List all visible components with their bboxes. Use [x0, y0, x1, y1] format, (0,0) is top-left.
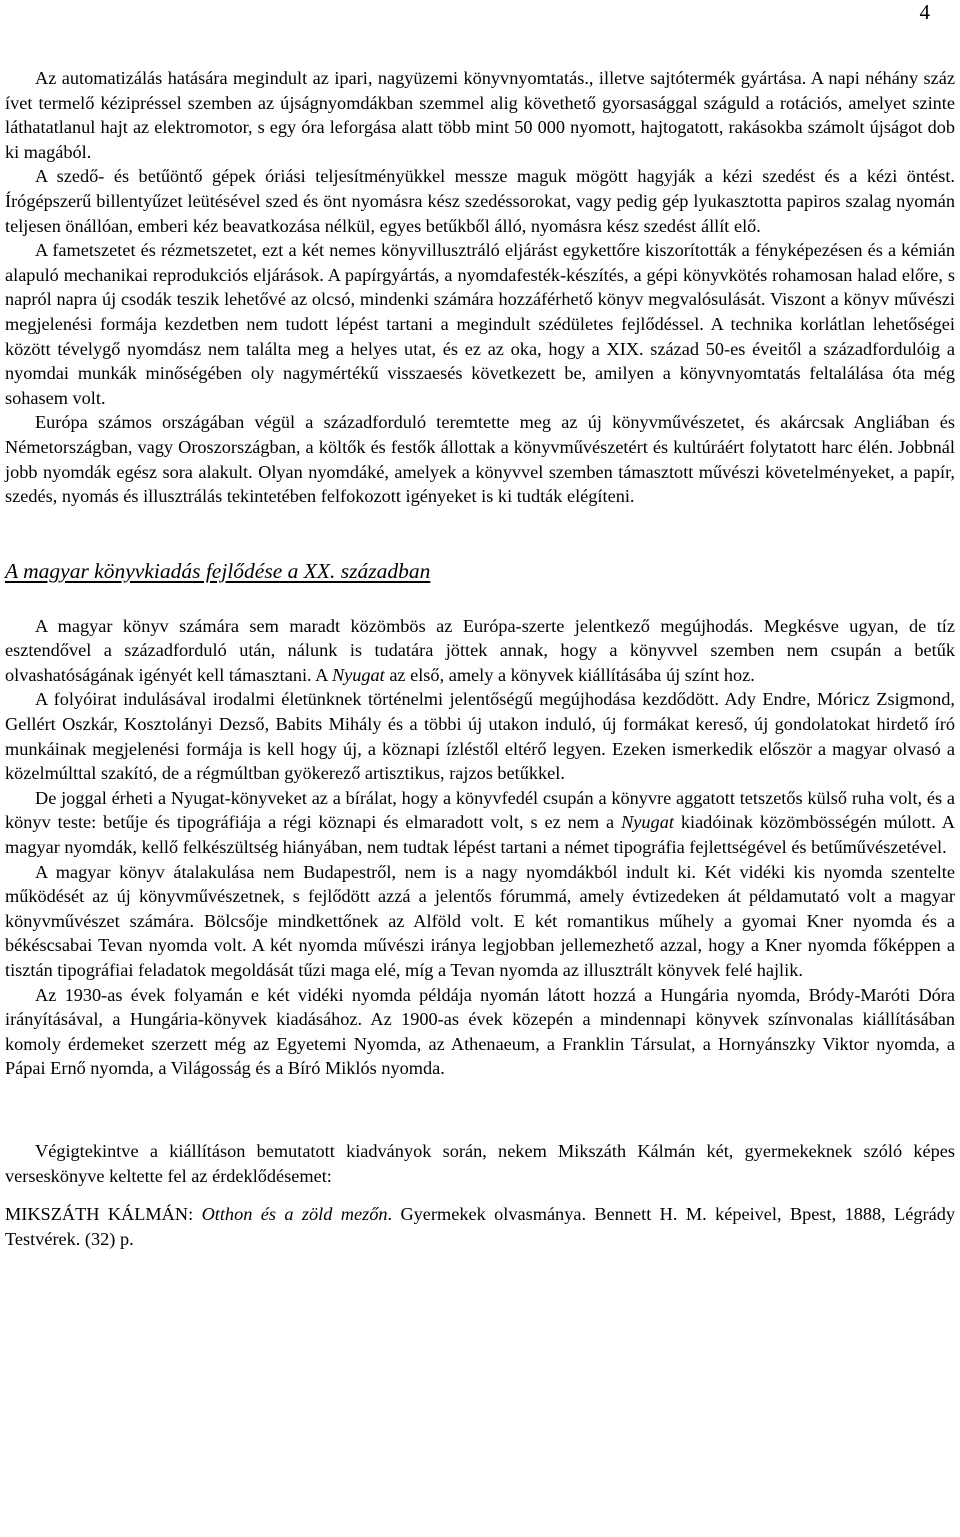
paragraph-hungarian-book: A magyar könyv számára sem maradt közömbös az Európa-szerte jelentkező megújhodás. Megkésve ugyan, de tíz esztendővel a századforduló után, nálunk is tudatára jöttek annak, hogy a könyvvel szemben nem csupán a betűk olvashatóságának igényét kell támasztani. A Nyugat az első, amely a könyvek kiállításába új színt hoz. [5, 615, 955, 685]
reference-title: Otthon és a zöld mezőn [201, 1204, 388, 1225]
paragraph-automation: Az automatizálás hatására megindult az ipari, nagyüzemi könyvnyomtatás., illetve sajtótermék gyártása. A napi néhány száz ívet termelő kézipréssel szemben az újságnyomdákban szemmel alig követhető gyorsasággal száguld a rotációs, amelyet szinte láthatatlanul hajt az elektromotor, s egy óra leforgása alatt több mint 50 000 nyomott, hajtogatott, rakásokba számolt újságot dob ki magából. [5, 68, 955, 162]
paragraph-journal: A folyóirat indulásával irodalmi életünknek történelmi jelentőségű megújhodása kezdődött. Ady Endre, Móricz Zsigmond, Gellért Oszkár, Kosztolányi Dezső, Babits Mihály és a többi új utakon induló, új formákat kereső, új gondolatokat hirdető író munkáinak megjelenési formája is kell hogy új, a köznapi ízléstől eltérő legyen. Ezeken ismerkedik először a magyar olvasó a közelmúlttal szakító, de a régmúltban gyökerező artisztikus, rajzos betűkkel. [5, 689, 955, 784]
nyugat-title: Nyugat [621, 812, 674, 833]
paragraph-1930s: Az 1930-as évek folyamán e két vidéki nyomda példája nyomán látott hozzá a Hungária nyomda, Bródy-Maróti Dóra irányításával, a Hungária-könyvek kiadásához. Az 1900-as évek közepén a mindennapi könyvek színvonalas kiállításában komoly érdemeket szerzett még az Egyetemi Nyomda, az Athenaeum, a Franklin Társulat, a Hornyánszky Viktor nyomda, a Pápai Ernő nyomda, a Világosság és a Bíró Miklós nyomda. [5, 984, 955, 1079]
document-body [5, 66, 955, 1251]
paragraph-criticism: De joggal érheti a Nyugat-könyveket az a bírálat, hogy a könyvfedél csupán a könyvre aggatott tetszetős külső ruha volt, és a könyv teste: betűje és tipográfiája a régi köznapi és elmaradott volt, s ez nem a Nyugat kiadóinak közömbösségén múlott. A magyar nyomdák, kellő felkészültség hiányában, nem tudtak lépést tartani a német tipográfia fejlettségével és betűművészetével. [5, 787, 956, 858]
nyugat-title: Nyugat [331, 664, 385, 685]
paragraph-engraving: A fametszetet és rézmetszetet, ezt a két nemes könyvillusztráló eljárást egykettőre kiszorították a fényképezésen és a kémián alapuló mechanikai reprodukciós eljárások. A papírgyártás, a nyomdafesték-készítés, a gépi könyvkötés rohamosan halad előre, s napról napra új csodák teszik lehetővé az olcsó, mindenki számára hozzáférhető könyv megvalósulását. Viszont a könyv művészi megjelenési formája kezdetben nem tudott lépést tartani a megindult szédületes fejlődéssel. A technika korlátlan lehetőségei között tévelygő nyomdász nem találta meg a helyes utat, és ez az oka, hogy a XIX. század 50-es éveitől a századfordulóig a nyomdai munkák minőségében oly nagymértékű visszaesés következett be, amilyen a könyvnyomtatás feltalálása óta még sohasem volt. [5, 240, 955, 408]
paragraph-europe: Európa számos országában végül a századforduló teremtette meg az új könyvművészetet, és akárcsak Angliában és Németországban, vagy Oroszországban, a költők és festők állottak a könyvművészetért és kultúráért folytatott harc élén. Jobbnál jobb nyomdák egész sora alakult. Olyan nyomdáké, amelyek a könyvvel szemben támasztott művészi követelményeket, a papír, szedés, nyomás és illusztrálás tekintetében felfokozott igényeket is ki tudták elégíteni. [5, 412, 955, 507]
paragraph-closing: Végigtekintve a kiállításon bemutatott kiadványok során, nekem Mikszáth Kálmán két, gyermekeknek szóló képes verseskönyve keltette fel az érdeklődésemet: [5, 1140, 955, 1186]
bibliographic-reference: MIKSZÁTH KÁLMÁN: Otthon és a zöld mezőn. Gyermekek olvasmánya. Bennett H. M. képeivel, Bpest, 1888, Légrády Testvérek. (32) p. [5, 1204, 956, 1249]
page-number: 4 [919, 0, 930, 24]
section-heading: A magyar könyvkiadás fejlődése a XX. században [5, 558, 431, 583]
paragraph-typesetting-machines: A szedő- és betűöntő gépek óriási teljesítményükkel messze maguk mögött hagyják a kézi szedést és a kézi öntést. Írógépszerű billentyűzet leütésével szed és önt nyomásra kész szedéssorokat, vagy pedig gép lyukasztotta papiros szalag nyomán teljesen önállóan, emberi kéz beavatkozása nélkül, egyes betűkből álló, nyomásra kész szedést állít elő. [5, 166, 955, 236]
paragraph-rural-presses: A magyar könyv átalakulása nem Budapestről, nem is a nagy nyomdákból indult ki. Két vidéki kis nyomda szentelte működését az új könyvművészetnek, s fejlődött azzá a jelentős fórummá, amely évtizedeken át példamutató volt a magyar könyvművészet számára. Bölcsője mindkettőnek az Alföld volt. E két romantikus műhely a gyomai Kner nyomda és a békéscsabai Tevan nyomda volt. A két nyomda művészi iránya legjobban jellemezhető azzal, hogy a Kner nyomda főképpen a tisztán tipográfiai feladatok megoldását tűzi maga elé, míg a Tevan nyomda az illusztrált könyvek felé hajlik. [5, 861, 955, 980]
